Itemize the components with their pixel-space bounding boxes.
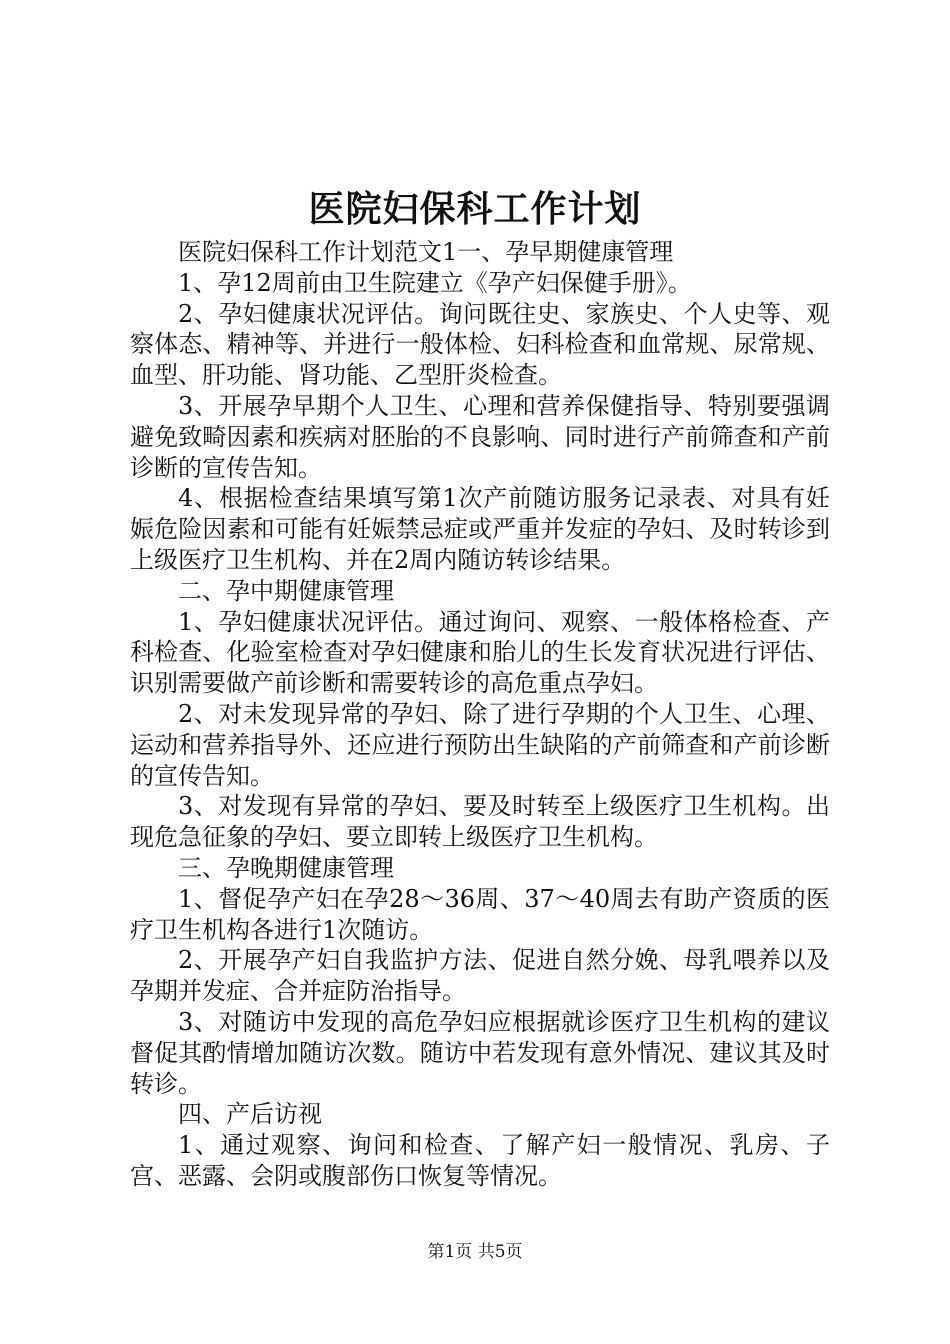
paragraph: 3、开展孕早期个人卫生、心理和营养保健指导、特别要强调避免致畸因素和疾病对胚胎的不良影响、同时进行产前筛查和产前诊断的宣传告知。: [130, 391, 830, 482]
paragraph: 1、通过观察、询问和检查、了解产妇一般情况、乳房、子宫、恶露、会阴或腹部伤口恢复等情况。: [130, 1131, 830, 1190]
document-title: 医院妇保科工作计划: [308, 188, 642, 230]
paragraph: 2、对未发现异常的孕妇、除了进行孕期的个人卫生、心理、运动和营养指导外、还应进行预防出生缺陷的产前筛查和产前诊断的宣传告知。: [130, 699, 830, 790]
paragraph: 医院妇保科工作计划范文1一、孕早期健康管理: [178, 238, 674, 266]
section-heading: 二、孕中期健康管理: [178, 576, 394, 605]
paragraph: 1、督促孕产妇在孕28～36周、37～40周去有助产资质的医疗卫生机构各进行1次随访。: [130, 884, 830, 944]
paragraph: 3、对发现有异常的孕妇、要及时转至上级医疗卫生机构。出现危急征象的孕妇、要立即转上级医疗卫生机构。: [130, 792, 830, 852]
section-heading: 三、孕晚期健康管理: [178, 853, 394, 882]
document-body: [130, 237, 830, 1192]
section-heading: 四、产后访视: [178, 1100, 322, 1129]
paragraph: 4、根据检查结果填写第1次产前随访服务记录表、对具有妊娠危险因素和可能有妊娠禁忌症或严重并发症的孕妇、及时转诊到上级医疗卫生机构、并在2周内随访转诊结果。: [130, 484, 830, 574]
paragraph: 3、对随访中发现的高危孕妇应根据就诊医疗卫生机构的建议督促其酌情增加随访次数。随访中若发现有意外情况、建议其及时转诊。: [130, 1007, 830, 1098]
paragraph: 1、孕12周前由卫生院建立《孕产妇保健手册》。: [178, 268, 692, 297]
paragraph: 2、开展孕产妇自我监护方法、促进自然分娩、母乳喂养以及孕期并发症、合并症防治指导。: [130, 946, 830, 1006]
paragraph: 2、孕妇健康状况评估。询问既往史、家族史、个人史等、观察体态、精神等、并进行一般体检、妇科检查和血常规、尿常规、血型、肝功能、肾功能、乙型肝炎检查。: [130, 299, 830, 390]
paragraph: 1、孕妇健康状况评估。通过询问、观察、一般体格检查、产科检查、化验室检查对孕妇健康和胎儿的生长发育状况进行评估、识别需要做产前诊断和需要转诊的高危重点孕妇。: [130, 607, 830, 698]
page-footer: 第1页 共5页: [427, 1242, 523, 1262]
